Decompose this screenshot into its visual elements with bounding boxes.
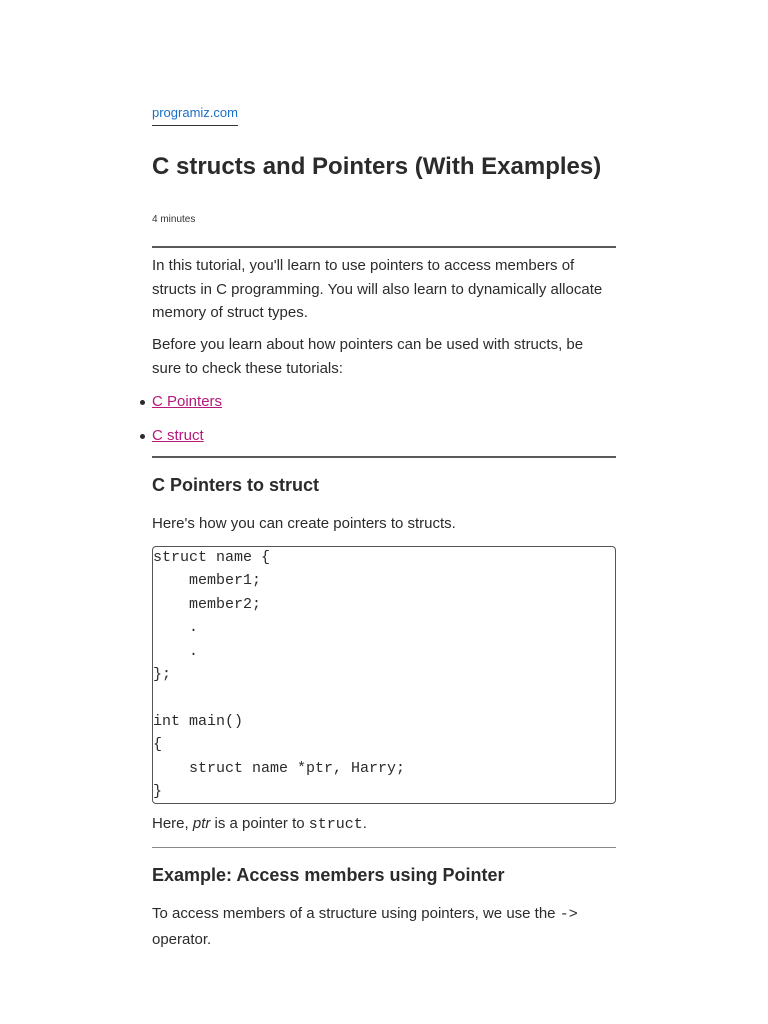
text-segment: . xyxy=(362,815,367,832)
code-block xyxy=(152,546,616,804)
list-item xyxy=(152,424,616,458)
divider xyxy=(152,847,616,848)
example-heading: Example: Access members using Pointer xyxy=(152,865,505,885)
c-struct-link[interactable]: C struct xyxy=(152,427,204,444)
text-segment: To access members of a structure using pointers, we use the xyxy=(152,905,560,922)
read-time: 4 minutes xyxy=(152,214,196,225)
text-segment: operator. xyxy=(152,930,212,948)
divider xyxy=(152,456,616,458)
text-segment: Here, xyxy=(152,815,193,832)
example-paragraph xyxy=(152,902,616,952)
prerequisite-paragraph: Before you learn about how pointers can be used with structs, be sure to check these tutorials: xyxy=(152,336,584,377)
inline-code: struct xyxy=(308,816,363,833)
divider xyxy=(152,246,616,248)
site-link[interactable]: programiz.com xyxy=(152,105,238,126)
c-pointers-link[interactable]: C Pointers xyxy=(152,393,223,410)
tutorial-link-list xyxy=(152,390,616,458)
list-item xyxy=(152,390,616,424)
section-lead: Here's how you can create pointers to structs. xyxy=(152,515,456,532)
code-content: struct name { member1; member2; . . }; int main() { struct name *ptr, Harry; } xyxy=(153,549,406,801)
bullet-icon xyxy=(140,434,145,439)
pointer-explanation xyxy=(152,812,616,837)
bullet-icon xyxy=(140,400,145,405)
text-segment: is a pointer to xyxy=(210,815,309,832)
section-heading: C Pointers to struct xyxy=(152,475,320,495)
intro-paragraph: In this tutorial, you'll learn to use pointers to access members of structs in C programming. You will also learn to dynamically allocate memory of struct types. xyxy=(152,257,603,321)
page-title: C structs and Pointers (With Examples) xyxy=(152,153,602,180)
inline-code: -> xyxy=(559,906,578,923)
ptr-emphasis: ptr xyxy=(192,815,211,832)
